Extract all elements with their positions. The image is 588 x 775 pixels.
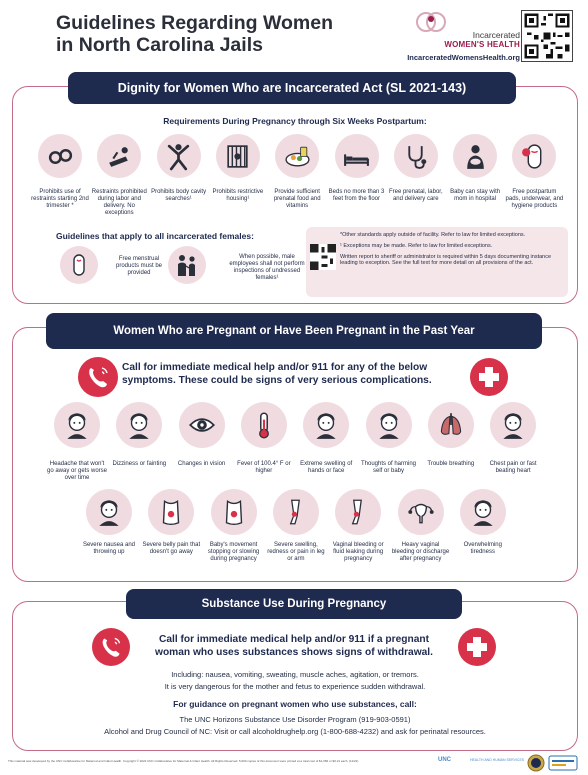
all-females-subhead: Guidelines that apply to all incarcerated females:: [56, 231, 254, 241]
nausea-icon: [86, 489, 132, 535]
harm-thoughts-icon: [366, 402, 412, 448]
eye-caption: Changes in vision: [177, 461, 226, 467]
note-written-report: Written report to sheriff or administrator is required within 5 days documenting instance leading to exception. See the full text for more detail on all provisions of the act.: [340, 253, 552, 267]
dhhs-logo: [470, 758, 530, 762]
dignity-act-title-bar: [68, 72, 516, 104]
uterus-icon-glyph: [406, 497, 436, 527]
dignity-act-title: Dignity for Women Who are Incarcerated Act (SL 2021-143): [117, 81, 467, 95]
tiredness-icon-glyph: [468, 497, 498, 527]
tiredness-caption: Overwhelming tiredness: [463, 542, 502, 555]
note-other-standards: *Other standards apply outside of facility. Refer to law for limited exceptions.: [340, 232, 526, 238]
lungs-icon: [428, 402, 474, 448]
withdrawal-call-line-1: Call for immediate medical help and/or 911 if a pregnant: [158, 634, 430, 645]
medical-cross-icon: [470, 358, 508, 396]
belly-pain-caption: Severe belly pain that doesn't go away: [142, 542, 201, 555]
swollen-leg-icon-glyph: [281, 497, 311, 527]
womens-health-logo-icon: [414, 10, 448, 40]
mother-baby-icon: [453, 134, 497, 178]
phone-call-icon-2: [92, 628, 130, 666]
swollen-leg-icon: [273, 489, 319, 535]
bed-caption: Beds no more than 3 feet from the floor: [328, 189, 385, 202]
note-exceptions: ¹ Exceptions may be made. Refer to law for limited exceptions.: [340, 242, 493, 249]
stethoscope-icon-glyph: [401, 142, 430, 171]
uterus-caption: Heavy vaginal bleeding or discharge after pregnancy: [391, 542, 450, 562]
brand-block: [390, 22, 520, 62]
stethoscope-icon: [394, 134, 438, 178]
thermometer-icon: [241, 402, 287, 448]
pad-caption: Free postpartum pads, underwear, and hygiene products: [505, 189, 564, 209]
vaginal-bleeding-icon: [335, 489, 381, 535]
restrained-labor-icon-glyph: [105, 142, 134, 171]
pregnancy-title: Women Who are Pregnant or Have Been Pregnant in the Past Year: [113, 325, 475, 337]
baby-movement-caption: Baby's movement stopping or slowing during pregnancy: [207, 542, 260, 562]
food-plate-icon-glyph: [283, 142, 312, 171]
symptoms-call-line-1: Call for immediate medical help and/or 911 for any of the below: [122, 362, 428, 373]
substance-title: Substance Use During Pregnancy: [201, 598, 387, 610]
pregnancy-title-bar: [46, 313, 542, 349]
alcohol-drug-council-contact[interactable]: Alcohol and Drug Council of NC: Visit or call alcoholdrughelp.org (1-800-688-4232) and ask for perinatal resources.: [104, 727, 486, 736]
eye-icon: [179, 402, 225, 448]
body-search-icon: [157, 134, 201, 178]
phone-call-icon: [78, 357, 118, 397]
unc-logo-text: UNC: [438, 757, 451, 763]
bed-icon-glyph: [342, 142, 371, 171]
withdrawal-symptoms: Including: nausea, vomiting, sweating, muscle aches, agitation, or tremors.: [171, 670, 419, 679]
cell-bars-icon-glyph: [223, 142, 252, 171]
thermometer-icon-glyph: [249, 410, 279, 440]
dizziness-icon-glyph: [124, 410, 154, 440]
menstrual-products-text: Free menstrual products must be provided: [115, 256, 163, 276]
swollen-hands-icon-glyph: [311, 410, 341, 440]
page-title: [56, 12, 386, 56]
food-plate-icon: [275, 134, 319, 178]
dizziness-caption: Dizziness or fainting: [112, 461, 167, 467]
cell-bars-icon: [216, 134, 260, 178]
handcuffs-caption: Prohibits use of restraints starting 2nd trimester *: [31, 189, 89, 209]
unc-horizons-contact[interactable]: The UNC Horizons Substance Use Disorder Program (919-903-0591): [179, 715, 411, 724]
handcuffs-icon: [38, 134, 82, 178]
vaginal-bleeding-icon-glyph: [343, 497, 373, 527]
substance-title-bar: [126, 589, 462, 619]
withdrawal-danger: It is very dangerous for the mother and fetus to experience sudden withdrawal.: [164, 682, 426, 691]
brand-line-1: Incarcerated: [472, 30, 520, 40]
symptoms-call-text: [122, 361, 467, 387]
nc-seal-icon: [527, 754, 545, 772]
body-search-icon-glyph: [164, 142, 193, 171]
brand-line-2: WOMEN'S HEALTH: [444, 40, 520, 49]
bed-icon: [335, 134, 379, 178]
body-search-caption: Prohibits body cavity searches¹: [151, 189, 207, 202]
stethoscope-caption: Free prenatal, labor, and delivery care: [388, 189, 443, 202]
footer-text: This material was developed by the UNC Collaborative for Maternal and Infant Health. Copyright © 2022 UNC Collaborative for Maternal & Infant Health. All Rights Reserved. 5,000 copies of this document were printed at a total cost of $1,066 or $0.21 each. (11/22): [8, 759, 359, 763]
eye-icon-glyph: [187, 410, 217, 440]
belly-pain-icon-glyph: [156, 497, 186, 527]
requirements-subhead: Requirements During Pregnancy through Six Weeks Postpartum:: [163, 116, 427, 126]
title-line-1: Guidelines Regarding Women: [56, 12, 334, 34]
staff-figures-icon: [168, 246, 206, 284]
law-qr-code-icon[interactable]: [310, 244, 336, 270]
dizziness-icon: [116, 402, 162, 448]
menstrual-pad-icon: [60, 246, 98, 284]
food-plate-caption: Provide sufficient prenatal food and vitamins: [273, 189, 321, 209]
chest-pain-icon: [490, 402, 536, 448]
title-line-2: in North Carolina Jails: [56, 34, 263, 56]
tiredness-icon: [460, 489, 506, 535]
guidance-heading: For guidance on pregnant women who use substances, call:: [173, 699, 417, 709]
belly-pain-icon: [148, 489, 194, 535]
headache-icon-glyph: [62, 410, 92, 440]
handcuffs-icon-glyph: [46, 142, 75, 171]
withdrawal-call-text: [134, 633, 454, 659]
harm-thoughts-icon-glyph: [374, 410, 404, 440]
male-employees-text: When possible, male employees shall not perform inspections of undressed females¹: [229, 254, 305, 281]
restrained-labor-caption: Restraints prohibited during labor and delivery. No exceptions: [91, 189, 147, 216]
nausea-icon-glyph: [94, 497, 124, 527]
thermometer-caption: Fever of 100.4° F or higher: [237, 461, 291, 474]
nausea-caption: Severe nausea and throwing up: [82, 542, 136, 555]
vaginal-bleeding-caption: Vaginal bleeding or fluid leaking during pregnancy: [332, 542, 384, 562]
harm-thoughts-caption: Thoughts of harming self or baby: [360, 461, 417, 474]
chest-pain-caption: Chest pain or fast beating heart: [489, 461, 537, 474]
baby-movement-icon-glyph: [219, 497, 249, 527]
unc-logo: [438, 757, 451, 763]
mother-baby-icon-glyph: [461, 142, 490, 171]
headache-caption: Headache that won't go away or gets worse over time: [46, 461, 108, 481]
lungs-icon-glyph: [436, 410, 466, 440]
qr-code-icon[interactable]: [521, 10, 573, 62]
dhhs-logo-text: HEALTH AND HUMAN SERVICES: [470, 758, 525, 762]
chest-pain-icon-glyph: [498, 410, 528, 440]
cell-bars-caption: Prohibits restrictive housing¹: [212, 189, 264, 202]
mother-baby-caption: Baby can stay with mom in hospital: [450, 189, 501, 202]
baby-movement-icon: [211, 489, 257, 535]
withdrawal-call-line-2: woman who uses substances shows signs of withdrawal.: [155, 647, 433, 658]
swollen-leg-caption: Severe swelling, redness or pain in leg or arm: [267, 542, 325, 562]
restrained-labor-icon: [97, 134, 141, 178]
swollen-hands-caption: Extreme swelling of hands or face: [300, 461, 353, 474]
symptoms-call-line-2: symptoms. These could be signs of very serious complications.: [122, 375, 432, 386]
uterus-icon: [398, 489, 444, 535]
brand-url[interactable]: IncarceratedWomensHealth.org: [407, 53, 520, 62]
nc-medicaid-logo-icon: [548, 754, 578, 772]
medical-cross-icon-2: [458, 628, 496, 666]
headache-icon: [54, 402, 100, 448]
swollen-hands-icon: [303, 402, 349, 448]
exceptions-notes: [340, 232, 562, 267]
pad-icon-glyph: [520, 142, 549, 171]
lungs-caption: Trouble breathing: [427, 461, 475, 467]
